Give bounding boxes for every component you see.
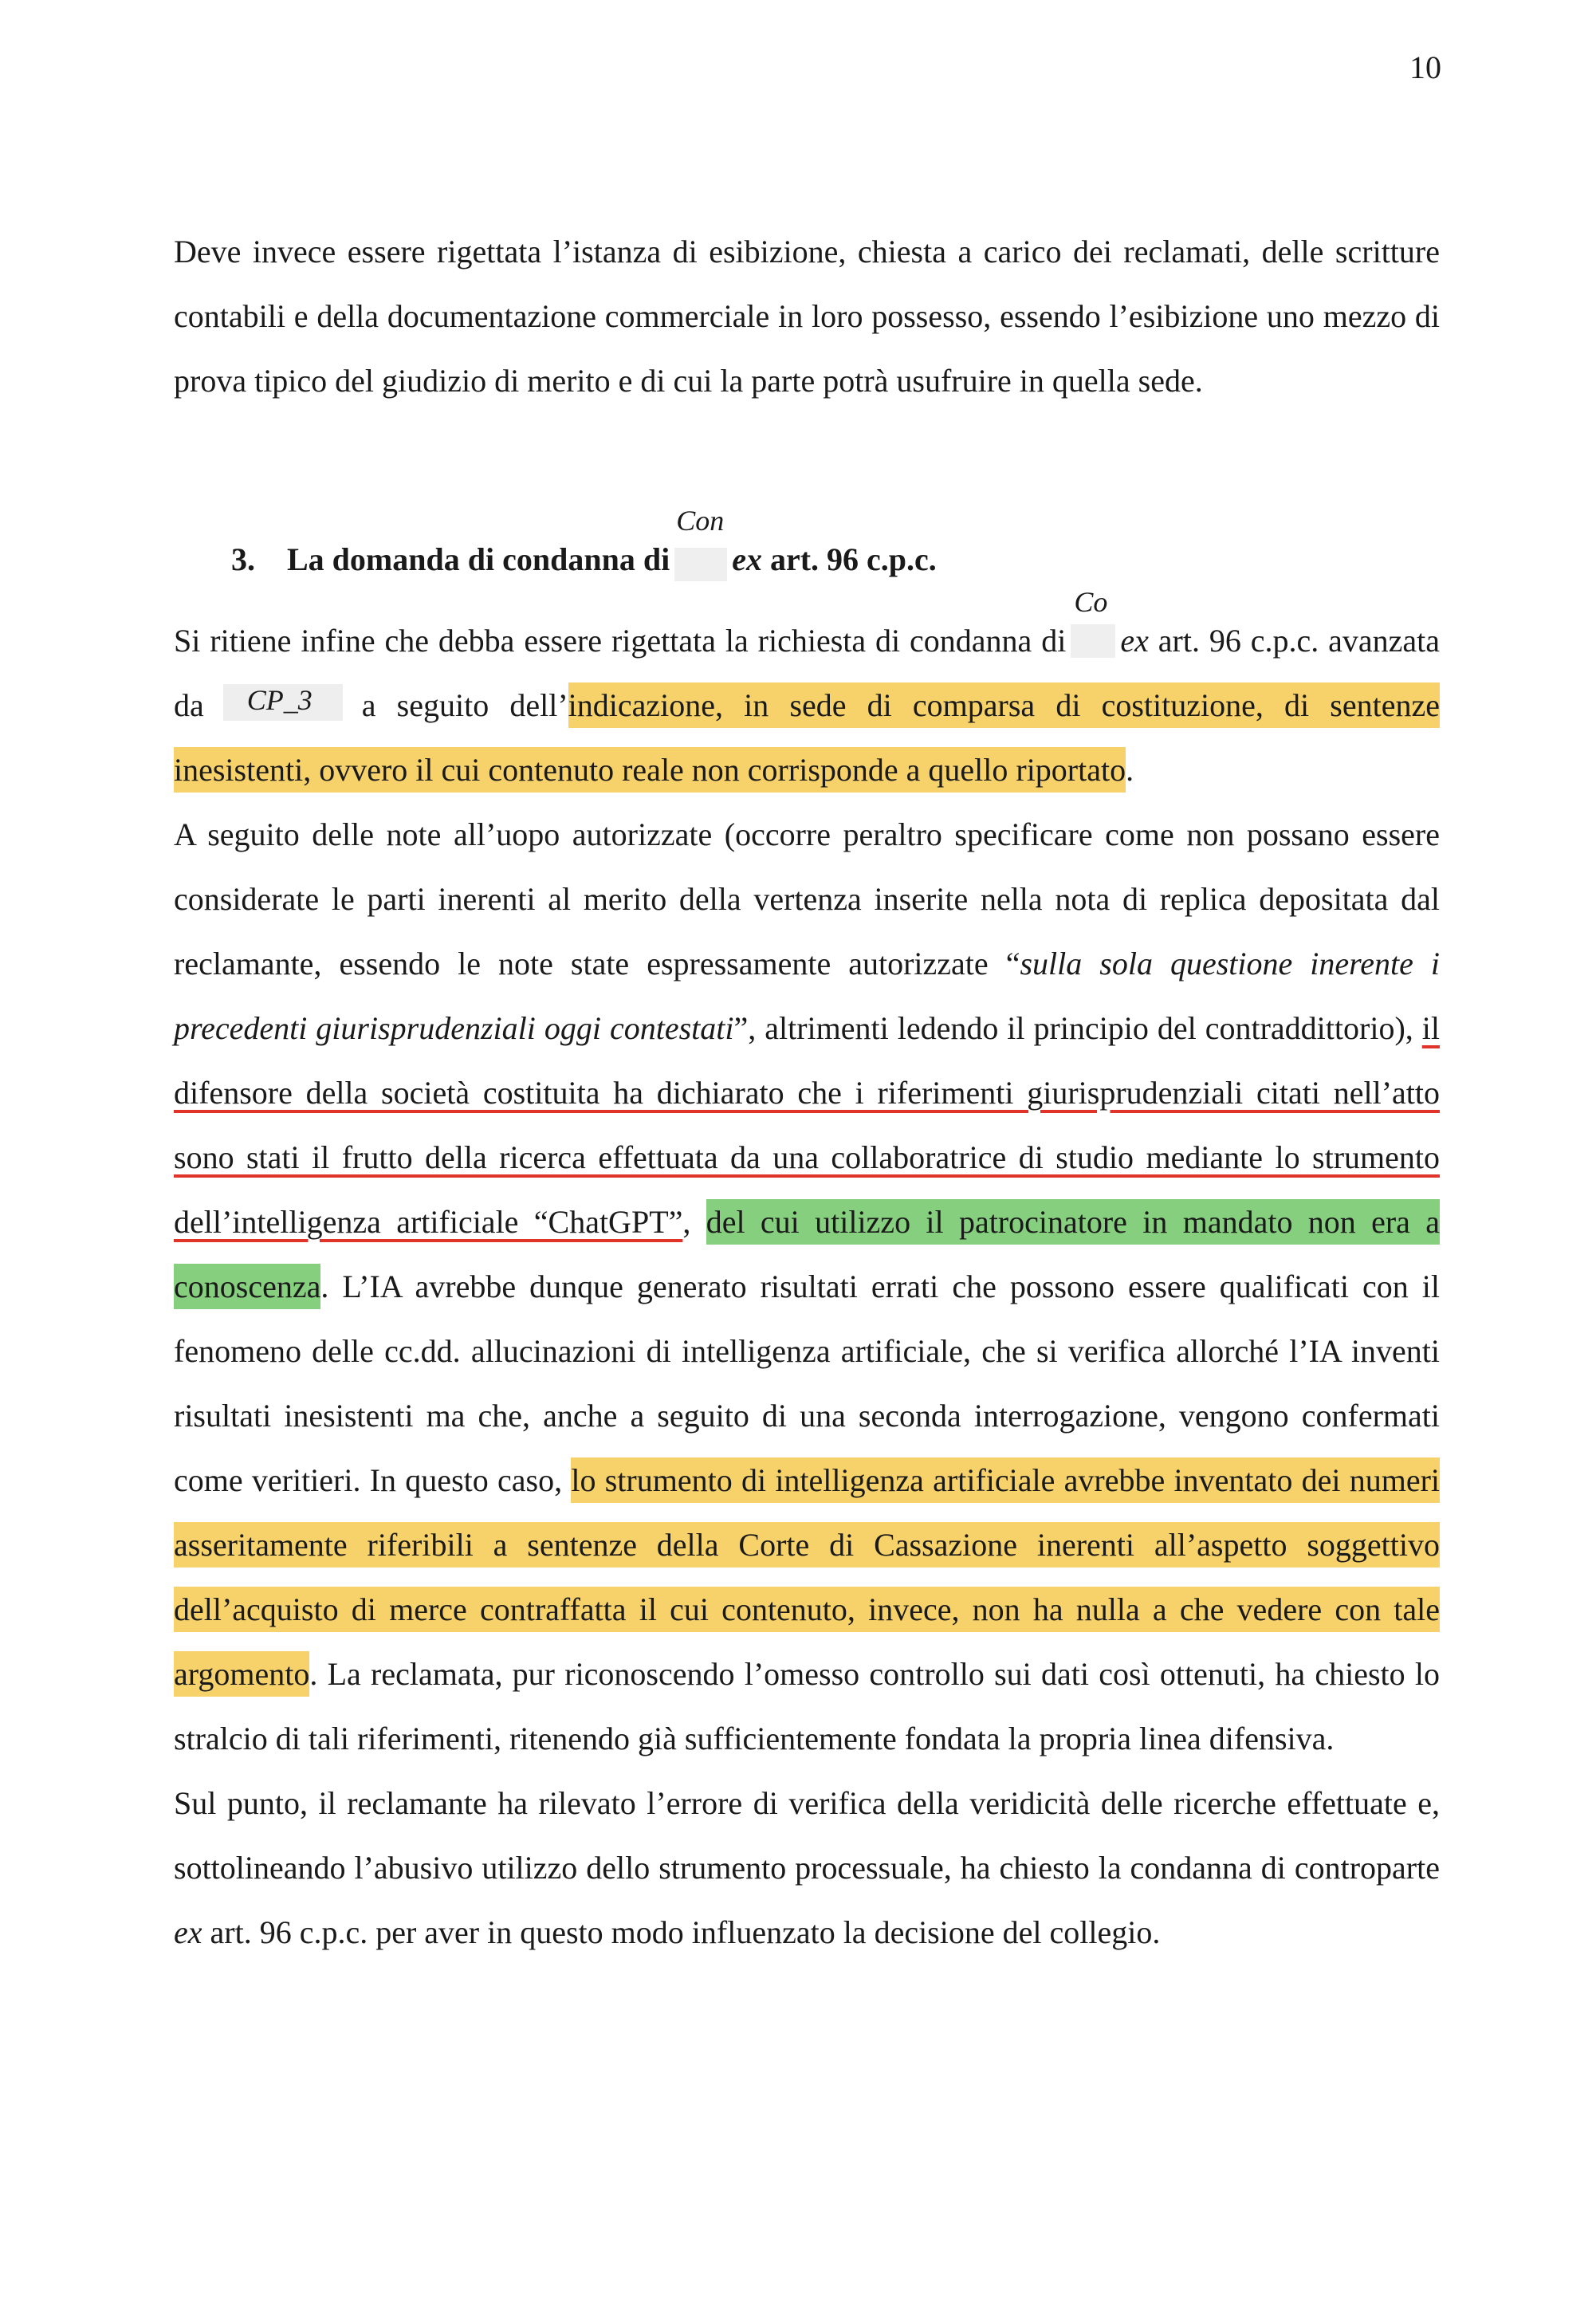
text-run: Si ritiene infine che debba essere rigettata la richiesta di condanna di [174,623,1067,659]
paragraph-text [174,586,1441,802]
text-run: ”, altrimenti ledendo il principio del contraddittorio), [733,1010,1422,1046]
redacted-party-box [674,505,727,581]
redaction-tag: CP_3 [246,684,313,716]
redaction-tag: Con [676,505,725,537]
text-run: Sul punto, il reclamante ha rilevato l’errore di verifica della veridicità delle ricerche effettuate e, sottolineando l’abusivo utilizzo dello strumento processuale, ha chiesto la condanna di controparte [174,1785,1440,1886]
redaction-tag: Co [1074,586,1108,618]
highlight-yellow: lo strumento di intelligenza artificiale avrebbe inventato dei numeri asseritamente riferibili a sentenze della Corte di Cassazione inerenti all’aspetto soggettivo dell’acquisto di merce contraffatta il cui contenuto, invece, non ha nulla a che vedere con tale argomento [174,1457,1440,1697]
section-heading [231,505,937,584]
text-run: . [1126,752,1134,788]
text-run: art. 96 c.p.c. avanzata da [174,623,1441,723]
latin-ex: ex [1120,623,1149,659]
text-run: . La reclamata, pur riconoscendo l’omesso controllo sui dati così ottenuti, ha chiesto lo stralcio di tali riferimenti, ritenendo già sufficientemente fondata la propria linea difensiva. [174,1656,1440,1756]
section-number: 3. [231,541,255,577]
paragraph-sanction-request [174,586,1441,1965]
paragraph-text: Deve invece essere rigettata l’istanza di esibizione, chiesta a carico dei reclamati, delle scritture contabili e della documentazione commerciale in loro possesso, essendo l’esibizione uno mezzo di prova tipico del giudizio di merito e di cui la parte potrà usufruire in quella sede. [174,234,1440,399]
italic-quote: sulla sola questione inerente i precedenti giurisprudenziali oggi contestati [174,946,1440,1046]
page-number: 10 [1409,49,1441,85]
text-run: . L’IA avrebbe dunque generato risultati errati che possono essere qualificati con il fenomeno delle cc.dd. allucinazioni di intelligenza artificiale, che si verifica allorché l’IA inventi risultati inesistenti ma che, anche a seguito di una seconda interrogazione, vengono confermati come veritieri. In questo caso, [174,1269,1440,1498]
paragraph-exhibition-request [174,219,1440,413]
text-run: , [682,1204,706,1240]
highlight-yellow: indicazione, in sede di comparsa di costituzione, di sentenze inesistenti, ovvero il cui contenuto reale non corrisponde a quello riportato [174,682,1440,793]
section-title-start: La domanda di condanna di [287,541,670,577]
redacted-party-cp3 [223,684,343,721]
highlight-green: del cui utilizzo il patrocinatore in mandato non era a conoscenza [174,1199,1440,1309]
underline-red: il difensore della società costituita ha dichiarato che i riferimenti giurisprudenziali citati nell’atto sono stati il frutto della ricerca effettuata da una collaboratrice di studio mediante lo strumento dell’intelligenza artificiale “ChatGPT” [174,1010,1440,1240]
text-run: art. 96 c.p.c. per aver in questo modo influenzato la decisione del collegio. [210,1914,1161,1950]
text-run: A seguito delle note all’uopo autorizzate (occorre peraltro specificare come non possano essere considerate le parti inerenti al merito della vertenza inserite nella nota di replica depositata dal reclamante, essendo le note state espressamente autorizzate “ [174,816,1440,981]
latin-ex: ex [174,1914,202,1950]
paragraph-text [174,802,1440,1771]
paragraph-text [174,1771,1440,1965]
text-run: a seguito dell’ [361,687,568,723]
section-title-end: art. 96 c.p.c. [769,541,937,577]
redacted-party-box [1071,586,1115,658]
latin-ex: ex [732,541,762,577]
